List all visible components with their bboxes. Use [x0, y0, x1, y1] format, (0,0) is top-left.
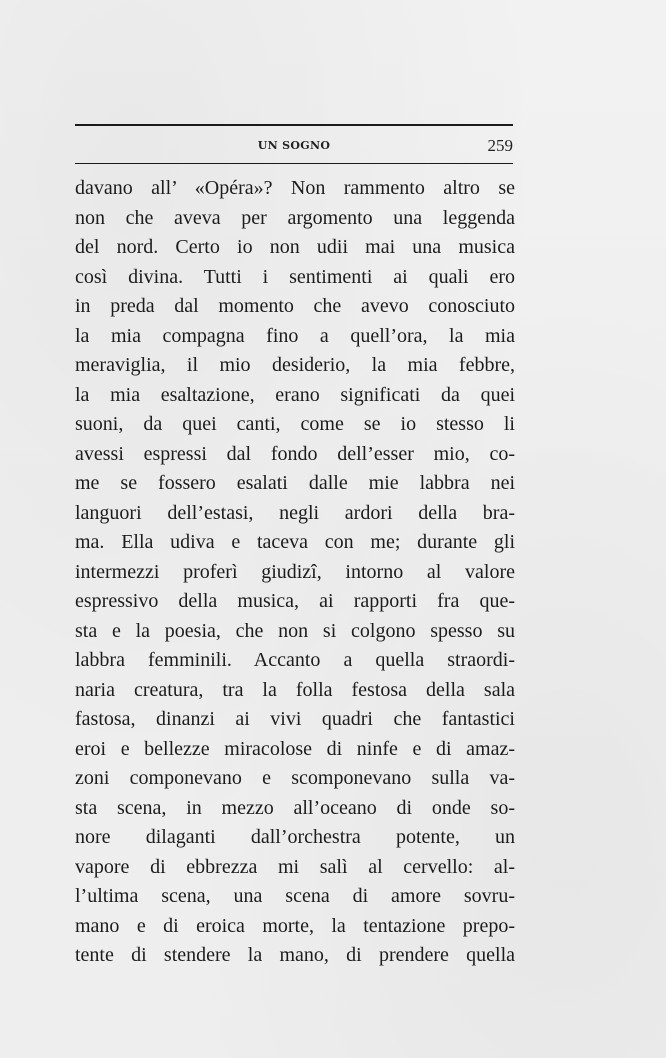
text-line: sta e la poesia, che non si colgono spesso su	[75, 619, 515, 642]
text-line: tente di stendere la mano, di prendere quella	[75, 944, 515, 966]
page-number: 259	[487, 136, 513, 155]
text-line: nore dilaganti dall’orchestra potente, un	[75, 826, 515, 848]
text-line: labbra femminili. Accanto a quella straordi-	[75, 649, 515, 671]
header-rule-top	[75, 124, 513, 126]
text-line: ma. Ella udiva e taceva con me; durante gli	[75, 531, 515, 553]
text-line: sta scena, in mezzo all’oceano di onde so-	[75, 796, 515, 819]
header-rule-bottom	[75, 163, 513, 164]
text-line: davano all’ «Opéra»? Non rammento altro se	[75, 177, 515, 199]
text-line: mano e di eroica morte, la tentazione prepo-	[75, 914, 515, 937]
text-line: intermezzi proferì giudizî, intorno al valore	[75, 560, 515, 583]
text-line: fastosa, dinanzi ai vivi quadri che fantastici	[75, 708, 515, 730]
text-line: la mia compagna fino a quell’ora, la mia	[75, 324, 515, 347]
text-line: così divina. Tutti i sentimenti ai quali ero	[75, 265, 515, 288]
text-line: naria creatura, tra la folla festosa della sala	[75, 678, 515, 701]
text-line: in preda dal momento che avevo conosciuto	[75, 295, 515, 317]
text-line: zoni componevano e scomponevano sulla va-	[75, 767, 515, 789]
running-title: UN SOGNO	[257, 139, 331, 152]
text-line: languori dell’estasi, negli ardori della bra-	[75, 501, 515, 524]
body-text	[75, 174, 515, 971]
text-line: la mia esaltazione, erano significati da quei	[75, 383, 515, 406]
text-line: l’ultima scena, una scena di amore sovru-	[75, 885, 515, 907]
text-line: vapore di ebbrezza mi salì al cervello: al-	[75, 855, 515, 878]
text-line: non che aveva per argomento una leggenda	[75, 206, 515, 229]
text-line: del nord. Certo io non udii mai una musica	[75, 236, 515, 258]
text-line: eroi e bellezze miracolose di ninfe e di amaz-	[75, 737, 515, 760]
running-head	[75, 136, 513, 156]
text-line: suoni, da quei canti, come se io stesso li	[75, 413, 515, 435]
text-line: meraviglia, il mio desiderio, la mia febbre,	[75, 354, 515, 376]
text-line: avessi espressi dal fondo dell’esser mio, co-	[75, 442, 515, 465]
text-line: me se fossero esalati dalle mie labbra nei	[75, 472, 515, 494]
text-line: espressivo della musica, ai rapporti fra que-	[75, 590, 515, 612]
